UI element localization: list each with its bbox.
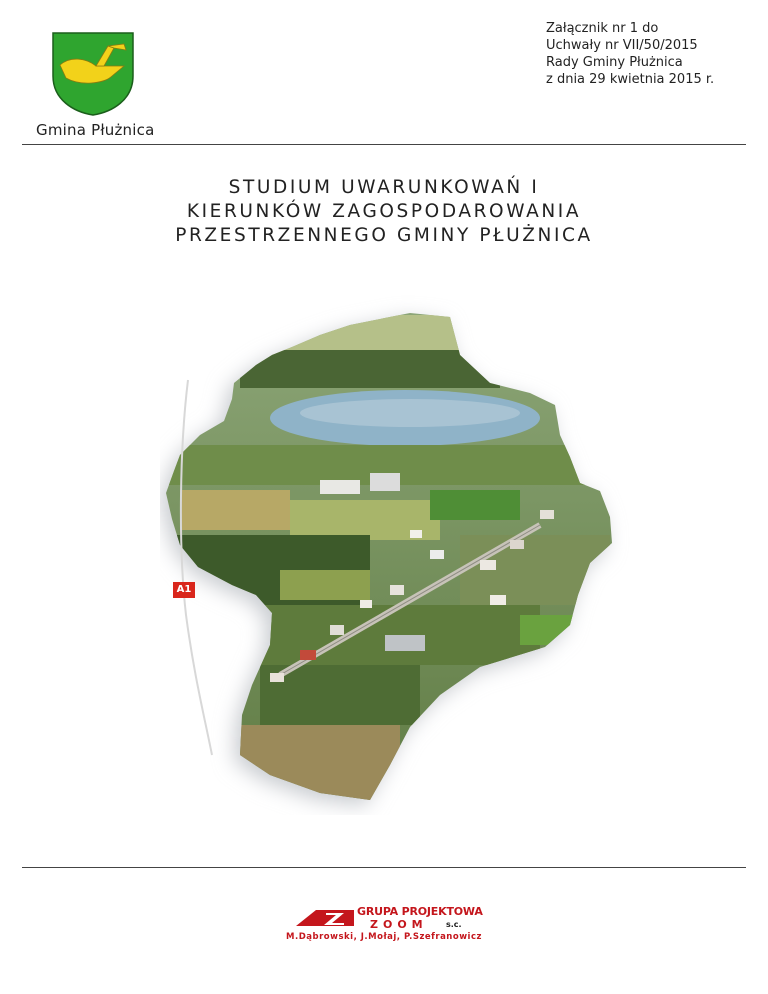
- title-line: STUDIUM UWARUNKOWAŃ I: [228, 177, 540, 198]
- zoom-logo-icon: [296, 906, 354, 928]
- annex-reference: [546, 20, 726, 88]
- road-a1-badge: A1: [173, 582, 195, 598]
- aerial-map-image: [160, 295, 630, 815]
- logo-line1: GRUPA PROJEKTOWA: [357, 905, 483, 918]
- annex-line: Rady Gminy Płużnica: [546, 55, 683, 70]
- logo-line3: M.Dąbrowski, J.Mołaj, P.Szefranowicz: [286, 932, 482, 942]
- annex-line: Załącznik nr 1 do: [546, 21, 659, 36]
- municipality-label: Gmina Płużnica: [36, 121, 155, 139]
- coat-of-arms: [52, 32, 134, 116]
- header-divider: [22, 144, 746, 145]
- annex-line: Uchwały nr VII/50/2015: [546, 38, 698, 53]
- annex-line: z dnia 29 kwietnia 2015 r.: [546, 72, 715, 87]
- company-logo: [286, 904, 496, 948]
- title-line: PRZESTRZENNEGO GMINY PŁUŻNICA: [175, 225, 593, 246]
- logo-line2-suffix: s.c.: [446, 920, 462, 929]
- logo-line2: ZOOM: [370, 918, 428, 931]
- title-line: KIERUNKÓW ZAGOSPODAROWANIA: [186, 201, 582, 222]
- document-title: [0, 176, 768, 248]
- footer-divider: [22, 867, 746, 868]
